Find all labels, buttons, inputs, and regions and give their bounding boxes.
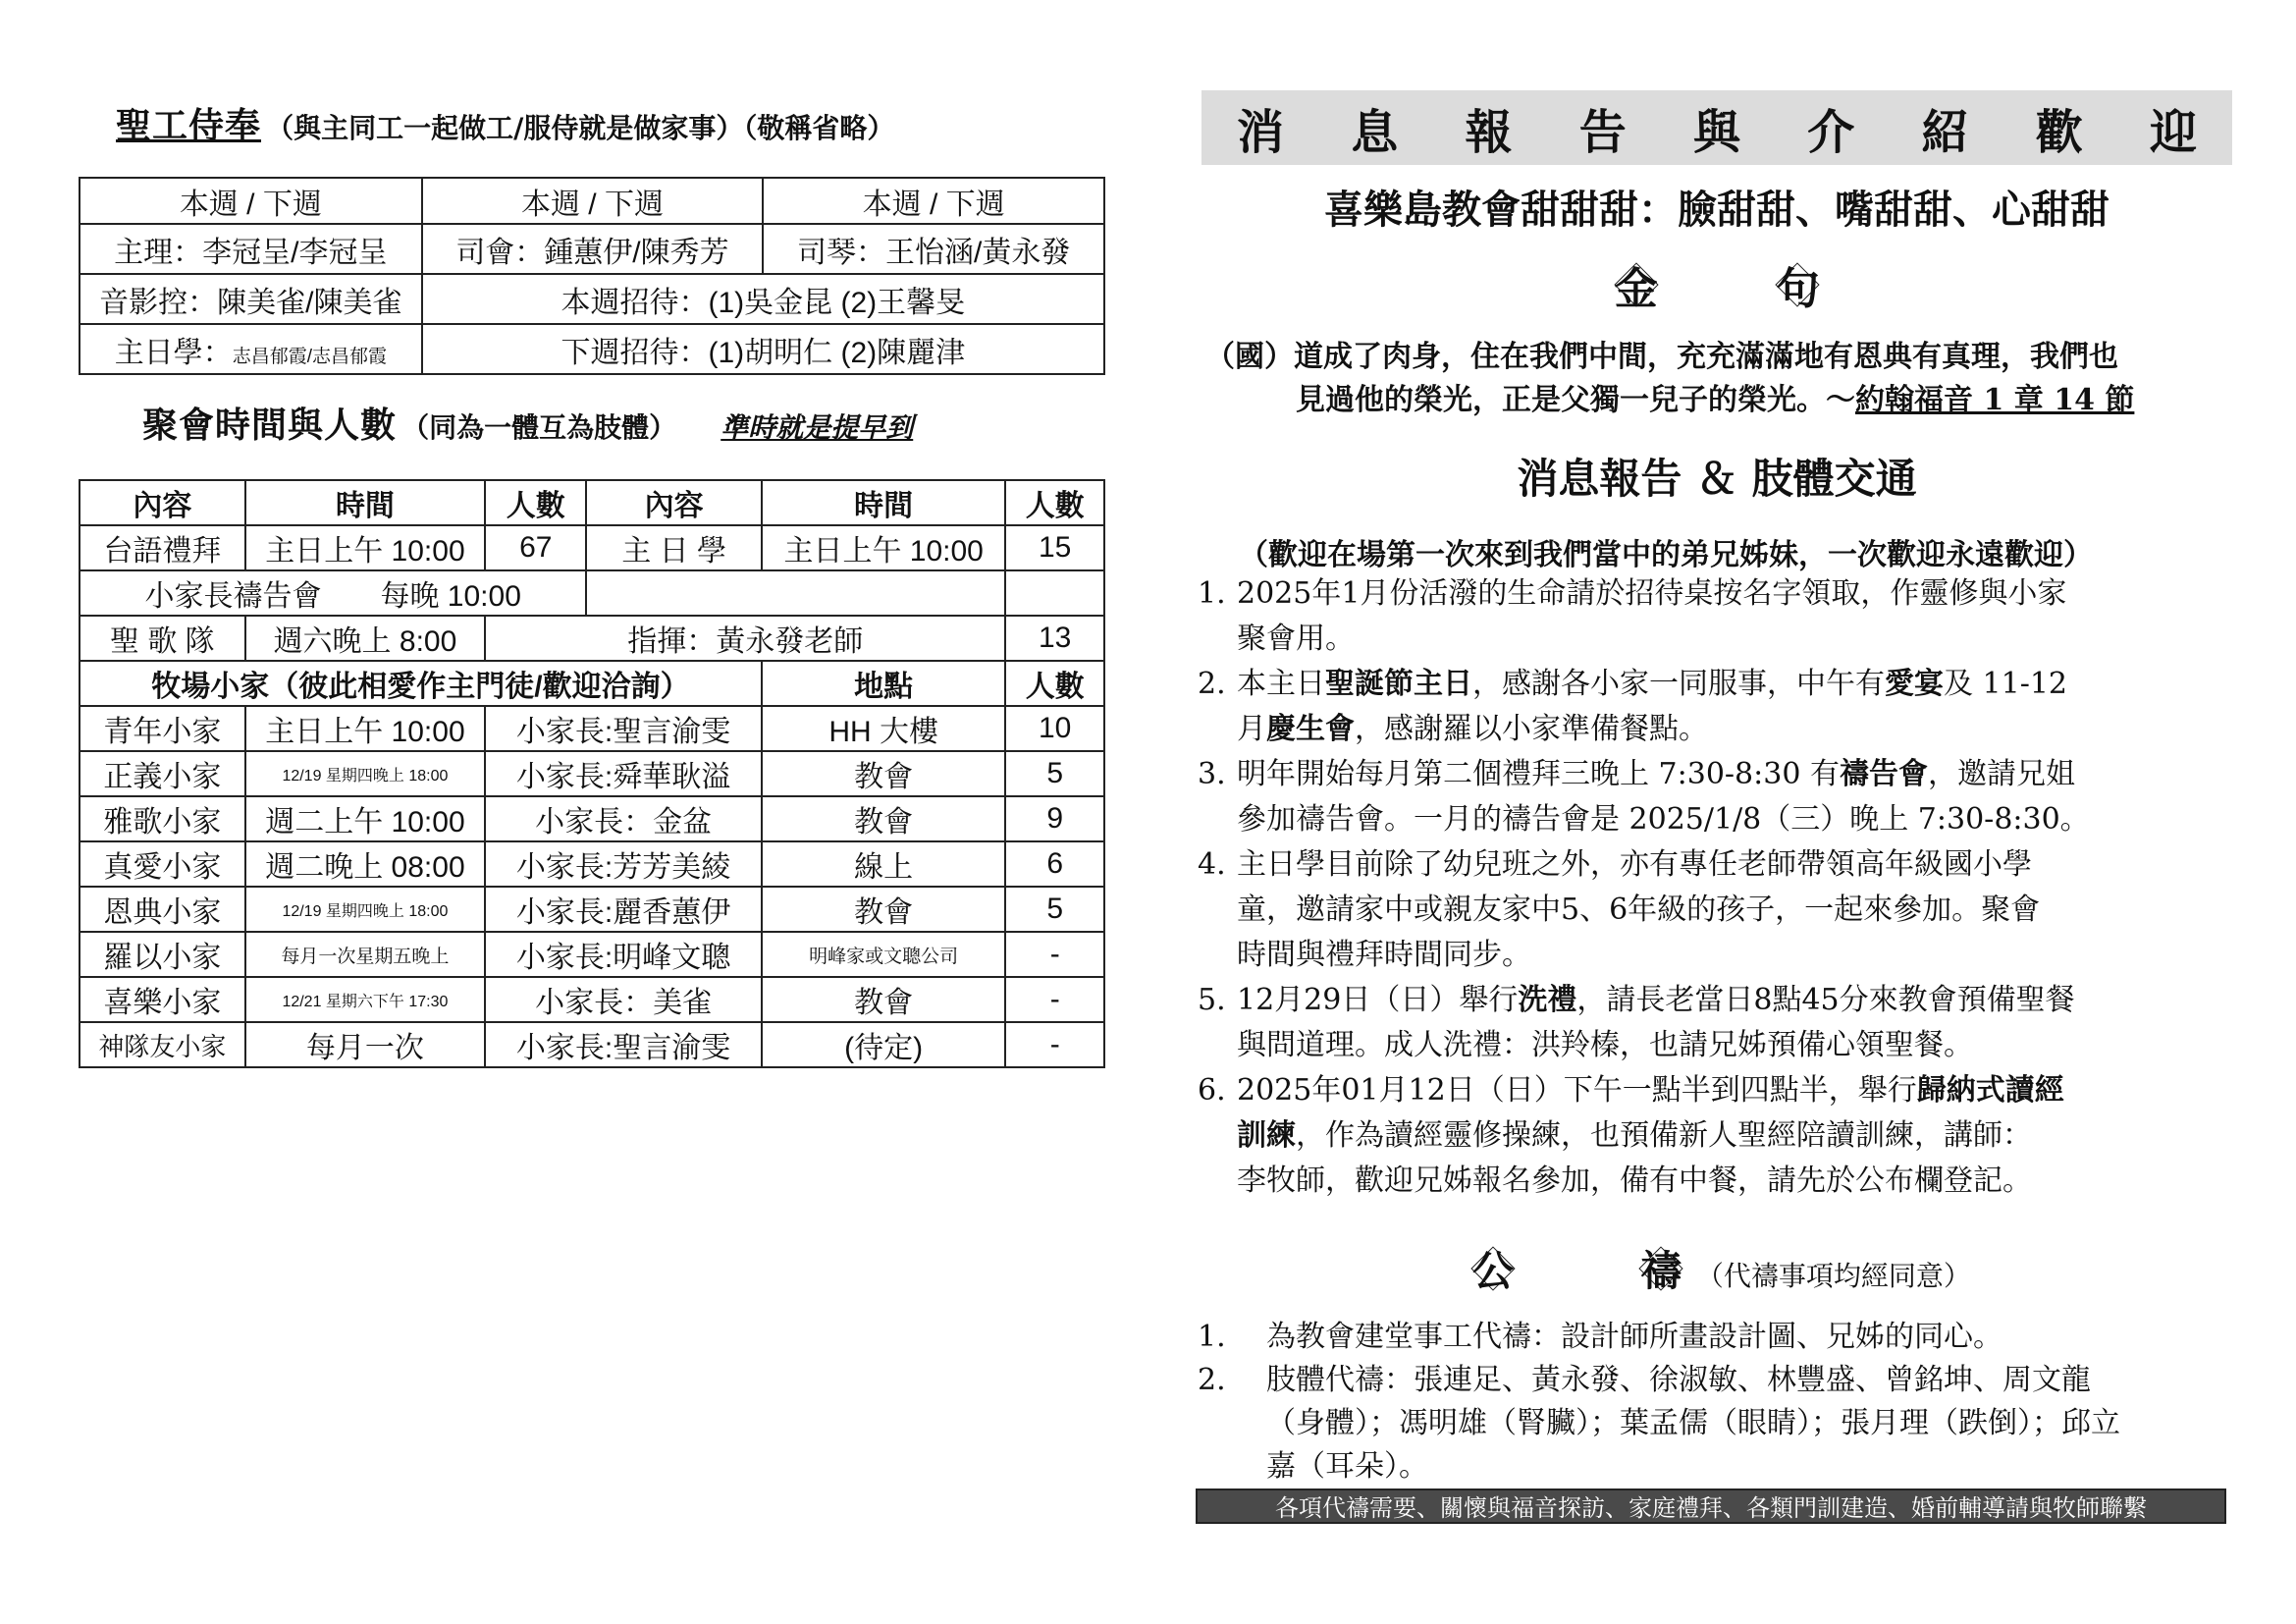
service-header-3: 本週 / 下週 [763, 178, 1104, 224]
item-text: 明年開始每月第二個禮拜三晚上 7:30-8:30 有 [1237, 757, 1840, 791]
group-time: 每月一次 [245, 1022, 486, 1067]
item-text: 肢體代禱：張連足、黃永發、徐淑敏、林豐盛、曾銘坤、周文龍 [1266, 1363, 2091, 1397]
group-name: 雅歌小家 [80, 796, 245, 841]
item-text: ，邀請兄姐 [1927, 757, 2075, 791]
item-highlight: 訓練 [1237, 1118, 1296, 1153]
item-text: ，請長老當日8點45分來教會預備聖餐 [1576, 983, 2075, 1017]
service-title: 聖工侍奉 [116, 105, 262, 146]
table-row [80, 932, 1104, 977]
item-text: （身體）；馮明雄（腎臟）；葉孟儒（眼睛）；張月理（跌倒）；邱立 [1266, 1406, 2120, 1440]
meeting-cell: 週六晚上 8:00 [245, 616, 486, 661]
item-text: ，作為讀經靈修操練，也預備新人聖經陪讀訓練，講師： [1296, 1118, 2032, 1153]
group-time: 主日上午 10:00 [245, 706, 486, 751]
item-text: 2025年01月12日（日）下午一點半到四點半，舉行 [1237, 1073, 1917, 1108]
item-text: 嘉（耳朵）。 [1266, 1449, 1428, 1484]
meeting-cell-empty [586, 570, 1005, 616]
service-heading [116, 98, 894, 148]
golden-verse-title [1201, 253, 2232, 316]
banner-char: 紹 [1921, 104, 1969, 160]
item-text: 本主日 [1237, 667, 1325, 701]
banner-char: 歡 [2035, 104, 2083, 160]
group-name: 神隊友小家 [80, 1022, 245, 1067]
item-number: 1. [1198, 1320, 1226, 1354]
meeting-col-time-2: 時間 [762, 480, 1005, 525]
service-leader: 主理：李冠呈/李冠呈 [80, 224, 422, 274]
banner-char: 迎 [2149, 104, 2197, 160]
group-leader: 小家長:舜華耿溢 [485, 751, 762, 796]
group-location: 教會 [762, 887, 1005, 932]
prayer-list [1198, 1316, 2238, 1489]
list-item [1198, 752, 2238, 842]
table-row [80, 887, 1104, 932]
table-row [80, 751, 1104, 796]
golden-verse [1205, 336, 2236, 422]
item-text: 2025年1月份活潑的生命請於招待桌按名字領取，作靈修與小家 [1237, 576, 2067, 611]
item-highlight: 禱告會 [1839, 757, 1928, 791]
banner-char: 消 [1236, 104, 1284, 160]
item-highlight: 愛宴 [1885, 667, 1944, 701]
item-text: 及 11-12 [1944, 667, 2068, 701]
item-highlight: 洗禮 [1518, 983, 1577, 1017]
meeting-subtitle: （同為一體互為肢體） [401, 411, 677, 444]
item-number: 3. [1198, 757, 1226, 791]
group-time: 每月一次星期五晚上 [245, 932, 486, 977]
golden-verse-char: 金 [1615, 253, 1658, 316]
group-count: 9 [1005, 796, 1104, 841]
list-item [1198, 1068, 2238, 1204]
group-leader: 小家長:聖言渝雯 [485, 706, 762, 751]
meeting-cell: 主日上午 10:00 [245, 525, 486, 570]
meeting-cell: 15 [1005, 525, 1104, 570]
meeting-col-content: 內容 [80, 480, 245, 525]
group-leader: 小家長：美雀 [485, 977, 762, 1022]
service-organist: 司琴：王怡涵/黃永發 [763, 224, 1104, 274]
banner-char: 告 [1578, 104, 1627, 160]
list-item [1198, 1316, 2238, 1359]
meeting-motto: 準時就是提早到 [721, 411, 914, 444]
item-text: 12月29日（日）舉行 [1237, 983, 1519, 1017]
list-item [1198, 1359, 2238, 1489]
item-text: 聚會用。 [1237, 622, 1355, 656]
item-highlight: 慶生會 [1266, 712, 1355, 746]
group-leader: 小家長:明峰文聰 [485, 932, 762, 977]
group-count: 5 [1005, 751, 1104, 796]
group-count: 6 [1005, 841, 1104, 887]
group-leader: 小家長：金盆 [485, 796, 762, 841]
sunday-school-names: 志昌郁霞/志昌郁霞 [232, 346, 387, 367]
meeting-col-count-2: 人數 [1005, 480, 1104, 525]
banner-char: 介 [1807, 104, 1855, 160]
item-number: 2. [1198, 667, 1226, 701]
table-row [80, 841, 1104, 887]
item-text: 時間與禮拜時間同步。 [1237, 938, 1531, 972]
meeting-col-time: 時間 [245, 480, 486, 525]
group-leader: 小家長:芳芳美綾 [485, 841, 762, 887]
group-name: 青年小家 [80, 706, 245, 751]
news-title: 消息報告 ＆ 肢體交通 [1517, 455, 1917, 503]
group-location: 教會 [762, 751, 1005, 796]
service-next-week-host: 下週招待：(1)胡明仁 (2)陳麗津 [422, 324, 1104, 374]
service-subtitle: （與主同工一起做工/服侍就是做家事）（敬稱省略） [266, 112, 895, 144]
prayer-title-char: 禱 [1640, 1239, 1682, 1298]
church-slogan: 喜樂島教會甜甜甜：臉甜甜、嘴甜甜、心甜甜 [1324, 187, 2109, 233]
group-time: 12/21 星期六下午 17:30 [245, 977, 486, 1022]
item-text: 為教會建堂事工代禱：設計師所畫設計圖、兄姊的同心。 [1266, 1320, 2002, 1354]
service-sunday-school [80, 324, 422, 374]
meeting-col-content-2: 內容 [586, 480, 762, 525]
item-highlight: 聖誕節主日 [1325, 667, 1472, 701]
group-count: - [1005, 1022, 1104, 1067]
meeting-cell: 指揮：黃永發老師 [485, 616, 1005, 661]
service-header-2: 本週 / 下週 [422, 178, 764, 224]
banner-char: 與 [1692, 104, 1740, 160]
table-row [80, 977, 1104, 1022]
list-item [1198, 662, 2238, 752]
group-name: 羅以小家 [80, 932, 245, 977]
table-row [80, 1022, 1104, 1067]
item-text: 童，邀請家中或親友家中5、6年級的孩子，一起來參加。聚會 [1237, 893, 2041, 927]
group-time: 週二上午 10:00 [245, 796, 486, 841]
item-number: 5. [1198, 983, 1226, 1017]
sunday-school-label: 主日學： [114, 336, 233, 369]
meeting-cell: 台語禮拜 [80, 525, 245, 570]
service-header-1: 本週 / 下週 [80, 178, 422, 224]
item-text: 李牧師，歡迎兄姊報名參加，備有中餐，請先於公布欄登記。 [1237, 1164, 2032, 1198]
list-item [1198, 571, 2238, 662]
list-item [1198, 978, 2238, 1068]
group-name: 喜樂小家 [80, 977, 245, 1022]
group-header: 牧場小家（彼此相愛作主門徒/歡迎洽詢） [80, 661, 762, 706]
group-location: 教會 [762, 796, 1005, 841]
group-location: 線上 [762, 841, 1005, 887]
meeting-cell: 主日上午 10:00 [762, 525, 1005, 570]
item-number: 1. [1198, 576, 1226, 611]
banner-char: 息 [1351, 104, 1399, 160]
meeting-table [79, 479, 1105, 1068]
verse-reference: 約翰福音 1 章 14 節 [1855, 383, 2135, 417]
service-av: 音影控：陳美雀/陳美雀 [80, 274, 422, 324]
item-number: 2. [1198, 1363, 1226, 1397]
item-number: 6. [1198, 1073, 1226, 1108]
list-item [1198, 842, 2238, 978]
group-location: HH 大樓 [762, 706, 1005, 751]
footer-note: 各項代禱需要、關懷與福音探訪、家庭禮拜、各類門訓建造、婚前輔導請與牧師聯繫 [1196, 1489, 2226, 1524]
item-highlight: 歸納式讀經 [1916, 1073, 2064, 1108]
group-time: 12/19 星期四晚上 18:00 [245, 887, 486, 932]
meeting-col-count: 人數 [485, 480, 586, 525]
item-text: 與問道理。成人洗禮：洪羚榛，也請兄姊預備心領聖餐。 [1237, 1028, 1973, 1062]
item-text: 主日學目前除了幼兒班之外，亦有專任老師帶領高年級國小學 [1237, 847, 2032, 882]
verse-line-1: （國）道成了肉身，住在我們中間，充充滿滿地有恩典有真理，我們也 [1205, 340, 2118, 374]
item-number: 4. [1198, 847, 1226, 882]
group-name: 恩典小家 [80, 887, 245, 932]
group-leader: 小家長:麗香蕙伊 [485, 887, 762, 932]
item-text: ，感謝各小家一同服事，中午有 [1472, 667, 1885, 701]
group-count: 5 [1005, 887, 1104, 932]
table-row [80, 706, 1104, 751]
meeting-cell: 67 [485, 525, 586, 570]
group-count: - [1005, 977, 1104, 1022]
group-time: 週二晚上 08:00 [245, 841, 486, 887]
meeting-cell: 主 日 學 [586, 525, 762, 570]
table-row [80, 796, 1104, 841]
group-location: 教會 [762, 977, 1005, 1022]
group-name: 真愛小家 [80, 841, 245, 887]
service-table [79, 177, 1105, 375]
group-name: 正義小家 [80, 751, 245, 796]
group-location: (待定) [762, 1022, 1005, 1067]
banner-char: 報 [1465, 104, 1513, 160]
meeting-cell: 聖 歌 隊 [80, 616, 245, 661]
group-header-count: 人數 [1005, 661, 1104, 706]
welcome-line: （歡迎在場第一次來到我們當中的弟兄姊妹，一次歡迎永遠歡迎） [1239, 538, 2093, 572]
item-text: 參加禱告會。一月的禱告會是 2025/1/8（三）晚上 7:30-8:30。 [1237, 802, 2090, 837]
meeting-cell: 小家長禱告會 每晚 10:00 [80, 570, 586, 616]
prayer-title-char: 公 [1472, 1239, 1514, 1298]
group-location: 明峰家或文聰公司 [762, 932, 1005, 977]
meeting-cell: 13 [1005, 616, 1104, 661]
group-leader: 小家長:聖言渝雯 [485, 1022, 762, 1067]
group-count: 10 [1005, 706, 1104, 751]
group-header-location: 地點 [762, 661, 1005, 706]
meeting-cell-empty [1005, 570, 1104, 616]
prayer-heading [1472, 1239, 1971, 1298]
service-host: 司會：鍾蕙伊/陳秀芳 [422, 224, 764, 274]
group-count: - [1005, 932, 1104, 977]
meeting-title: 聚會時間與人數 [142, 405, 398, 446]
golden-verse-char: 句 [1776, 253, 1819, 316]
prayer-note: （代禱事項均經同意） [1695, 1260, 1971, 1292]
service-this-week-host: 本週招待：(1)吳金昆 (2)王馨旻 [422, 274, 1104, 324]
item-text: 月 [1237, 712, 1266, 746]
news-banner [1201, 90, 2232, 165]
item-text: ，感謝羅以小家準備餐點。 [1355, 712, 1708, 746]
group-time: 12/19 星期四晚上 18:00 [245, 751, 486, 796]
meeting-heading [142, 398, 913, 448]
announcement-list [1198, 571, 2238, 1204]
verse-line-2: 見過他的榮光，正是父獨一兒子的榮光。～ [1296, 383, 1855, 417]
